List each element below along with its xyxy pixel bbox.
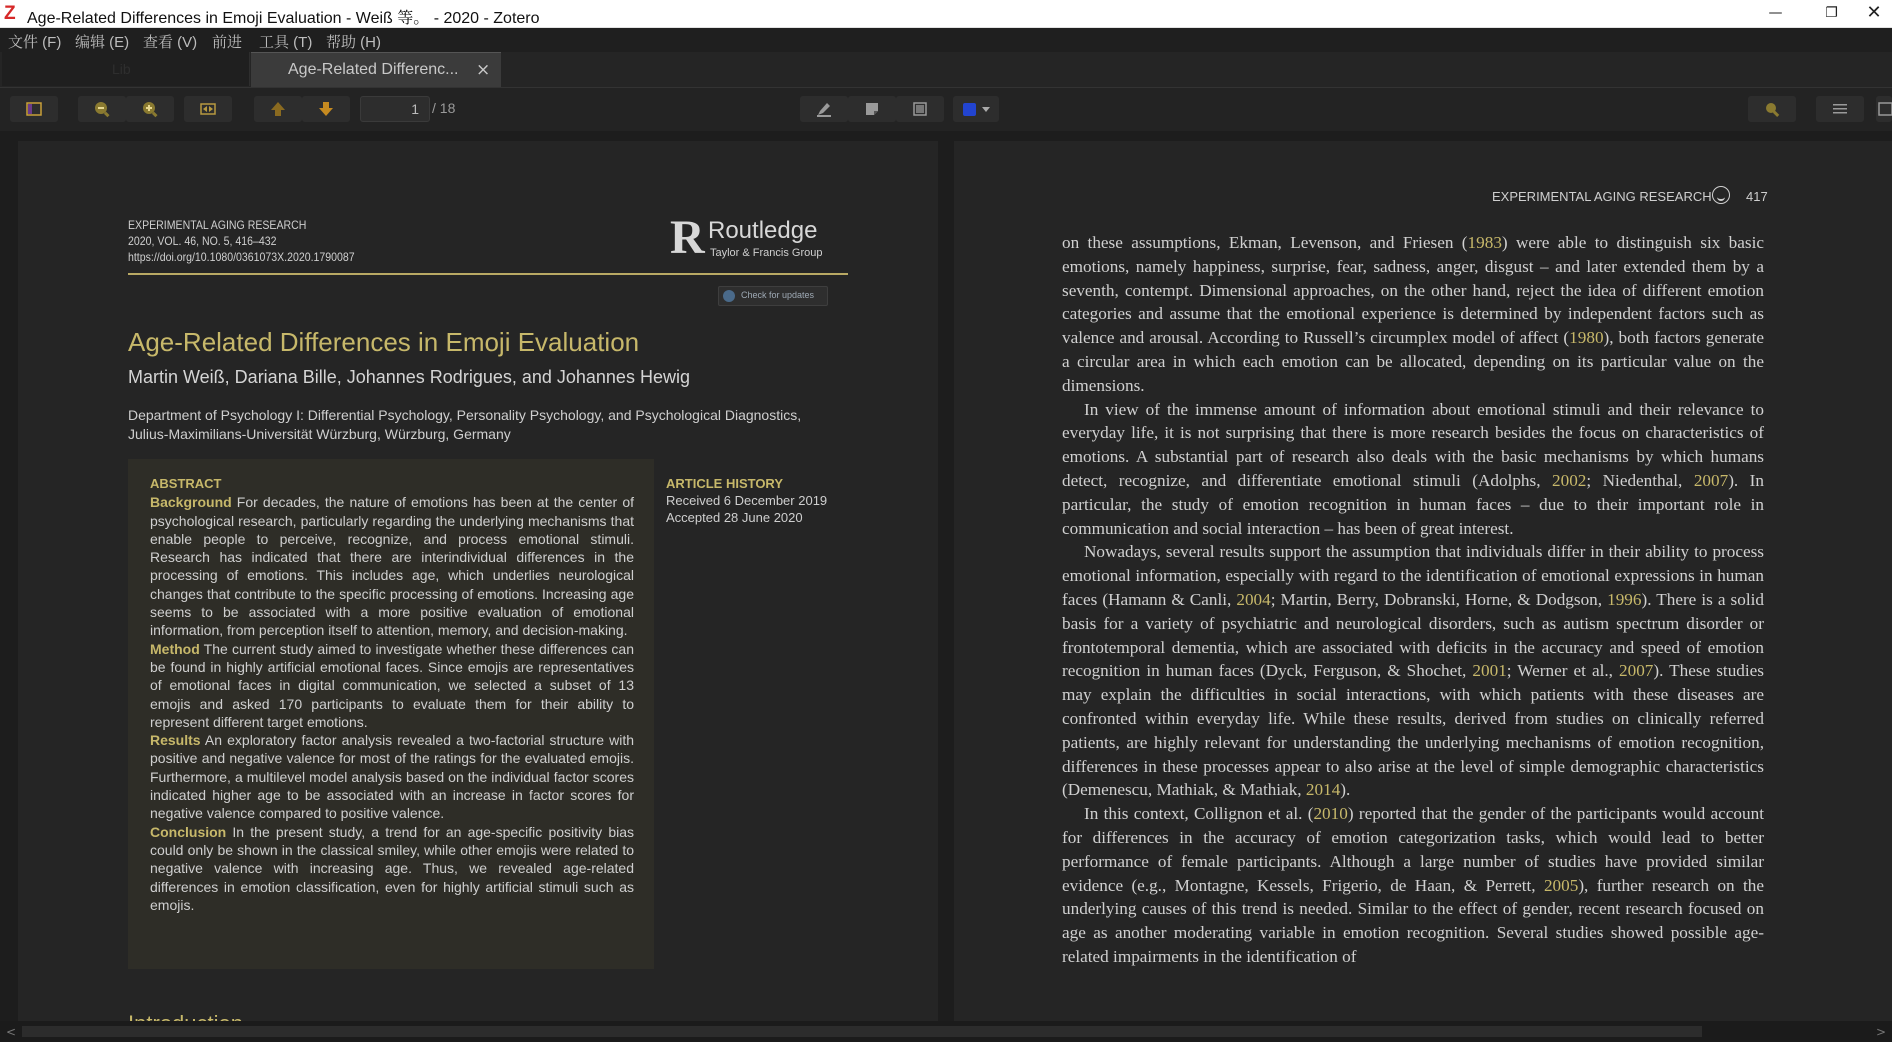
citation-link[interactable]: 1980	[1569, 328, 1604, 348]
abstract-body: For decades, the nature of emotions has been at the center of psychological research, particularly regarding the underlying mechanisms that enable people to perceive, recognize, and process emotional stimuli. Research has indicated that there are interindividual differences in the processing of emotions. This includes age, which underlies neurological changes that contribute to the specific processing of emotions. Increasing age seems to be associated with a more positive evaluation of emotional information, from perception itself to attention, memory, and decision-making.	[150, 494, 634, 639]
body-paragraph	[1062, 540, 1764, 802]
zoom-out-button[interactable]	[78, 96, 126, 122]
citation-link[interactable]: 2007	[1619, 661, 1654, 681]
routledge-mark-icon: R	[670, 211, 705, 264]
text-run: ) were able to distinguish six basic emotions, namely happiness, surprise, fear, sadness, anger, disgust – and later extended them by a seventh, contempt. Dimensional approaches, on the other hand, reject the idea of different emotion categories and assume that the emotional experience is determined by independent factors such as valence and arousal. According to Russell’s circumplex model of affect (	[1062, 233, 1764, 348]
toggle-context-pane-button[interactable]	[1816, 96, 1864, 122]
close-window-button[interactable]: ✕	[1866, 2, 1882, 23]
chevron-down-icon	[982, 107, 990, 112]
menu-help[interactable]: 帮助 (H)	[326, 34, 381, 51]
abstract-label: Method	[150, 640, 200, 657]
running-head: EXPERIMENTAL AGING RESEARCH	[1492, 189, 1712, 204]
menu-go[interactable]: 前进	[212, 34, 243, 51]
paper-title: Age-Related Differences in Emoji Evaluation	[128, 327, 640, 357]
citation-link[interactable]: 2005	[1543, 875, 1579, 895]
sidebar-right-button[interactable]	[1876, 96, 1892, 122]
affiliation	[128, 406, 801, 444]
highlighter-icon	[814, 99, 834, 119]
abstract-body: In the present study, a trend for an age-specific positivity bias could only be shown in the classical smiley, while other emojis were related to negative valence with increasing age. Thus, we revealed age-related differences in emotion classification, even for highly artificial stimuli such as emojis.	[150, 823, 634, 913]
tab-library[interactable]	[2, 52, 250, 86]
highlight-color-picker[interactable]	[953, 96, 999, 122]
tab-reader-label: Age-Related Differenc...	[288, 61, 459, 78]
body-paragraph	[1062, 802, 1764, 969]
text-run: ; Martin, Berry, Dobranski, Horne, & Dodgson,	[1270, 589, 1608, 609]
text-run: ), both factors generate a circular area in which each emotion can be allocated, depending on its particular value on the dimensions.	[1062, 328, 1765, 395]
page-gutter	[938, 131, 954, 1021]
abstract-label: Results	[150, 732, 201, 749]
journal-logo-icon	[1712, 186, 1730, 204]
list-icon	[1830, 99, 1850, 119]
text-run: ), further research on the underlying causes of this trend is needed. Similar to the effect of gender, recent research focused on age as another moderating variable in emotion recognition. Several studies showed possible age-related impairments in the identification of	[1062, 875, 1764, 966]
text-run: In view of the immense amount of information about emotional stimuli and their relevance to everyday life, it is not surprising that there is more research besides the focus on characteristics of emotions. A substantial part of research also deals with the basic mechanisms by which humans detect, recognize, and differentiate emotional stimuli (Adolphs,	[1062, 399, 1764, 490]
text-run: ). In particular, the study of emotion recognition in human faces – due to their important role in communication and social interaction – has been of great interest.	[1062, 470, 1765, 538]
menu-view[interactable]: 查看 (V)	[143, 34, 198, 51]
reader-toolbar	[0, 88, 1892, 131]
fit-width-button[interactable]	[184, 96, 232, 122]
journal-doi[interactable]: https://doi.org/10.1080/0361073X.2020.1790087	[128, 250, 355, 264]
sidebar-icon	[24, 99, 44, 119]
journal-name: EXPERIMENTAL AGING RESEARCH	[128, 218, 307, 232]
tab-bar	[0, 52, 1892, 88]
menu-file[interactable]: 文件 (F)	[8, 34, 62, 51]
text-run: ) reported that the gender of the participants would account for differences in the accuracy of emotion categorization tasks, which would lead to better performance of female participants. Although a large number of studies have provided similar evidence (e.g., Montagne, Kessels, Frigerio, de Haan, & Perrett,	[1062, 804, 1764, 895]
menu-tools[interactable]: 工具 (T)	[259, 34, 313, 51]
note-icon	[862, 99, 882, 119]
text-run: ).	[1340, 780, 1351, 800]
abstract-body: An exploratory factor analysis revealed a two-factorial structure with positive and negative valence for most of the ratings for the evaluated emojis. Furthermore, a multilevel model analysis based on the individual factor scores indicated higher age to be associated with an increase in factor scores for negative valence compared to positive valence.	[150, 732, 634, 822]
zoom-in-icon	[140, 99, 160, 119]
journal-info	[128, 217, 386, 265]
page-total: / 18	[432, 100, 456, 116]
zotero-logo-icon: Z	[4, 3, 16, 24]
previous-page-button[interactable]	[254, 96, 302, 122]
abstract-box	[128, 459, 654, 969]
citation-link[interactable]: 2002	[1552, 470, 1587, 490]
publisher-group: Taylor & Francis Group	[710, 247, 823, 259]
window-title: Age-Related Differences in Emoji Evaluation - Weiß 等。 - 2020 - Zotero	[27, 10, 540, 27]
abstract-heading: ABSTRACT	[150, 476, 222, 491]
article-history	[666, 475, 827, 526]
body-paragraph	[1062, 398, 1764, 541]
abstract-section	[150, 640, 634, 731]
next-page-button[interactable]	[302, 96, 350, 122]
toggle-sidebar-button[interactable]	[10, 96, 58, 122]
publisher-logo	[670, 211, 850, 264]
pdf-page-417[interactable]	[954, 141, 1892, 1021]
check-updates-label: Check for updates	[741, 290, 815, 300]
citation-link[interactable]: 2007	[1693, 470, 1729, 490]
area-select-icon	[910, 99, 930, 119]
abstract-label: Background	[150, 494, 232, 511]
abstract-section	[150, 731, 634, 822]
body-text	[1062, 231, 1764, 969]
arrow-down-icon	[316, 99, 336, 119]
restore-button[interactable]: ❐	[1825, 5, 1838, 21]
scroll-left-icon[interactable]: <	[6, 1025, 17, 1039]
body-paragraph	[1062, 231, 1764, 398]
text-run: ). There is a solid basis for a variety of psychiatric and neurological disorders, such as autism spectrum disorder or frontotemporal dementia, which are associated with deficits in the accuracy and speed of emotion recognition in human faces (Dyck, Ferguson, & Shochet,	[1062, 589, 1764, 681]
citation-link[interactable]: 1983	[1467, 233, 1502, 252]
tab-close-icon[interactable]: ×	[476, 60, 491, 80]
check-for-updates-badge[interactable]	[718, 286, 828, 306]
affiliation-line: Julius-Maximilians-Universität Würzburg, Würzburg, Germany	[128, 426, 511, 442]
zoom-in-button[interactable]	[126, 96, 174, 122]
minimize-button[interactable]: —	[1768, 5, 1783, 21]
publisher-name: Routledge	[708, 217, 818, 244]
page-number-input[interactable]: 1	[360, 96, 430, 122]
paper-authors: Martin Weiß, Dariana Bille, Johannes Rodrigues, and Johannes Hewig	[128, 367, 690, 387]
horizontal-scrollbar[interactable]	[0, 1021, 1892, 1042]
tab-library-label: Lib	[112, 61, 131, 77]
arrow-up-icon	[268, 99, 288, 119]
color-swatch	[963, 103, 976, 116]
zoom-out-icon	[92, 99, 112, 119]
menu-edit[interactable]: 编辑 (E)	[75, 34, 130, 51]
history-heading: ARTICLE HISTORY	[666, 476, 784, 491]
citation-link[interactable]: 1996	[1607, 589, 1642, 609]
abstract-body: The current study aimed to investigate whether these differences can be found in highly artificial emotional faces. Since emojis are representatives of emotional faces in digital communication, we selected a subset of 13 emojis and asked 170 participants to evaluate them for their ability to represent different target emotions.	[150, 640, 634, 730]
text-run: on these assumptions, Ekman, Levenson, and Friesen (	[1062, 233, 1468, 252]
history-received: Received 6 December 2019	[666, 493, 828, 508]
area-tool-button[interactable]	[896, 96, 944, 122]
citation-link[interactable]: 2001	[1472, 661, 1507, 681]
text-run: ; Werner et al.,	[1506, 661, 1620, 681]
scroll-right-icon[interactable]: >	[1876, 1025, 1887, 1039]
abstract-section	[150, 493, 634, 639]
text-run: ; Niedenthal,	[1586, 470, 1694, 490]
highlight-tool-button[interactable]	[800, 96, 848, 122]
header-rule	[128, 273, 848, 275]
citation-link[interactable]: 2004	[1236, 589, 1271, 609]
menu-bar	[0, 28, 1892, 52]
text-run: In this context, Collignon et al. (	[1084, 804, 1314, 824]
crossmark-icon	[723, 290, 735, 302]
abstract-label: Conclusion	[150, 823, 227, 840]
citation-link[interactable]: 2014	[1305, 780, 1341, 800]
abstract-text	[150, 475, 634, 914]
page-number: 417	[1746, 189, 1768, 204]
journal-volume: 2020, VOL. 46, NO. 5, 416–432	[128, 234, 277, 248]
panel-icon	[1878, 99, 1892, 119]
history-accepted: Accepted 28 June 2020	[666, 510, 803, 525]
note-tool-button[interactable]	[848, 96, 896, 122]
fit-width-icon	[198, 99, 218, 119]
tab-reader[interactable]	[251, 52, 501, 87]
find-button[interactable]	[1748, 96, 1796, 122]
abstract-section	[150, 823, 634, 914]
scrollbar-thumb[interactable]	[22, 1026, 1702, 1037]
pdf-page-416[interactable]	[18, 141, 938, 1021]
title-bar	[0, 0, 1892, 28]
text-run: Nowadays, several results support the assumption that individuals differ in their ability to process emotional information, especially with regard to the identification of emotional expressions in human faces (Hamann & Canli,	[1062, 542, 1764, 609]
search-icon	[1762, 99, 1782, 119]
citation-link[interactable]: 2010	[1313, 804, 1348, 824]
viewer-left-edge	[0, 131, 18, 1021]
affiliation-line: Department of Psychology I: Differential Psychology, Personality Psychology, and Psychological Diagnostics,	[128, 407, 802, 423]
text-run: ). These studies may explain the difficulties in social interactions, with which patients with these diseases are confronted within everyday life. While these results, derived from studies on clinically referred patients, are highly relevant for understanding the underlying mechanisms of emotion recognition, differences in these processes appear to also arise at the level of simple demographic characteristics (Demenescu, Mathiak, & Mathiak,	[1062, 661, 1764, 800]
